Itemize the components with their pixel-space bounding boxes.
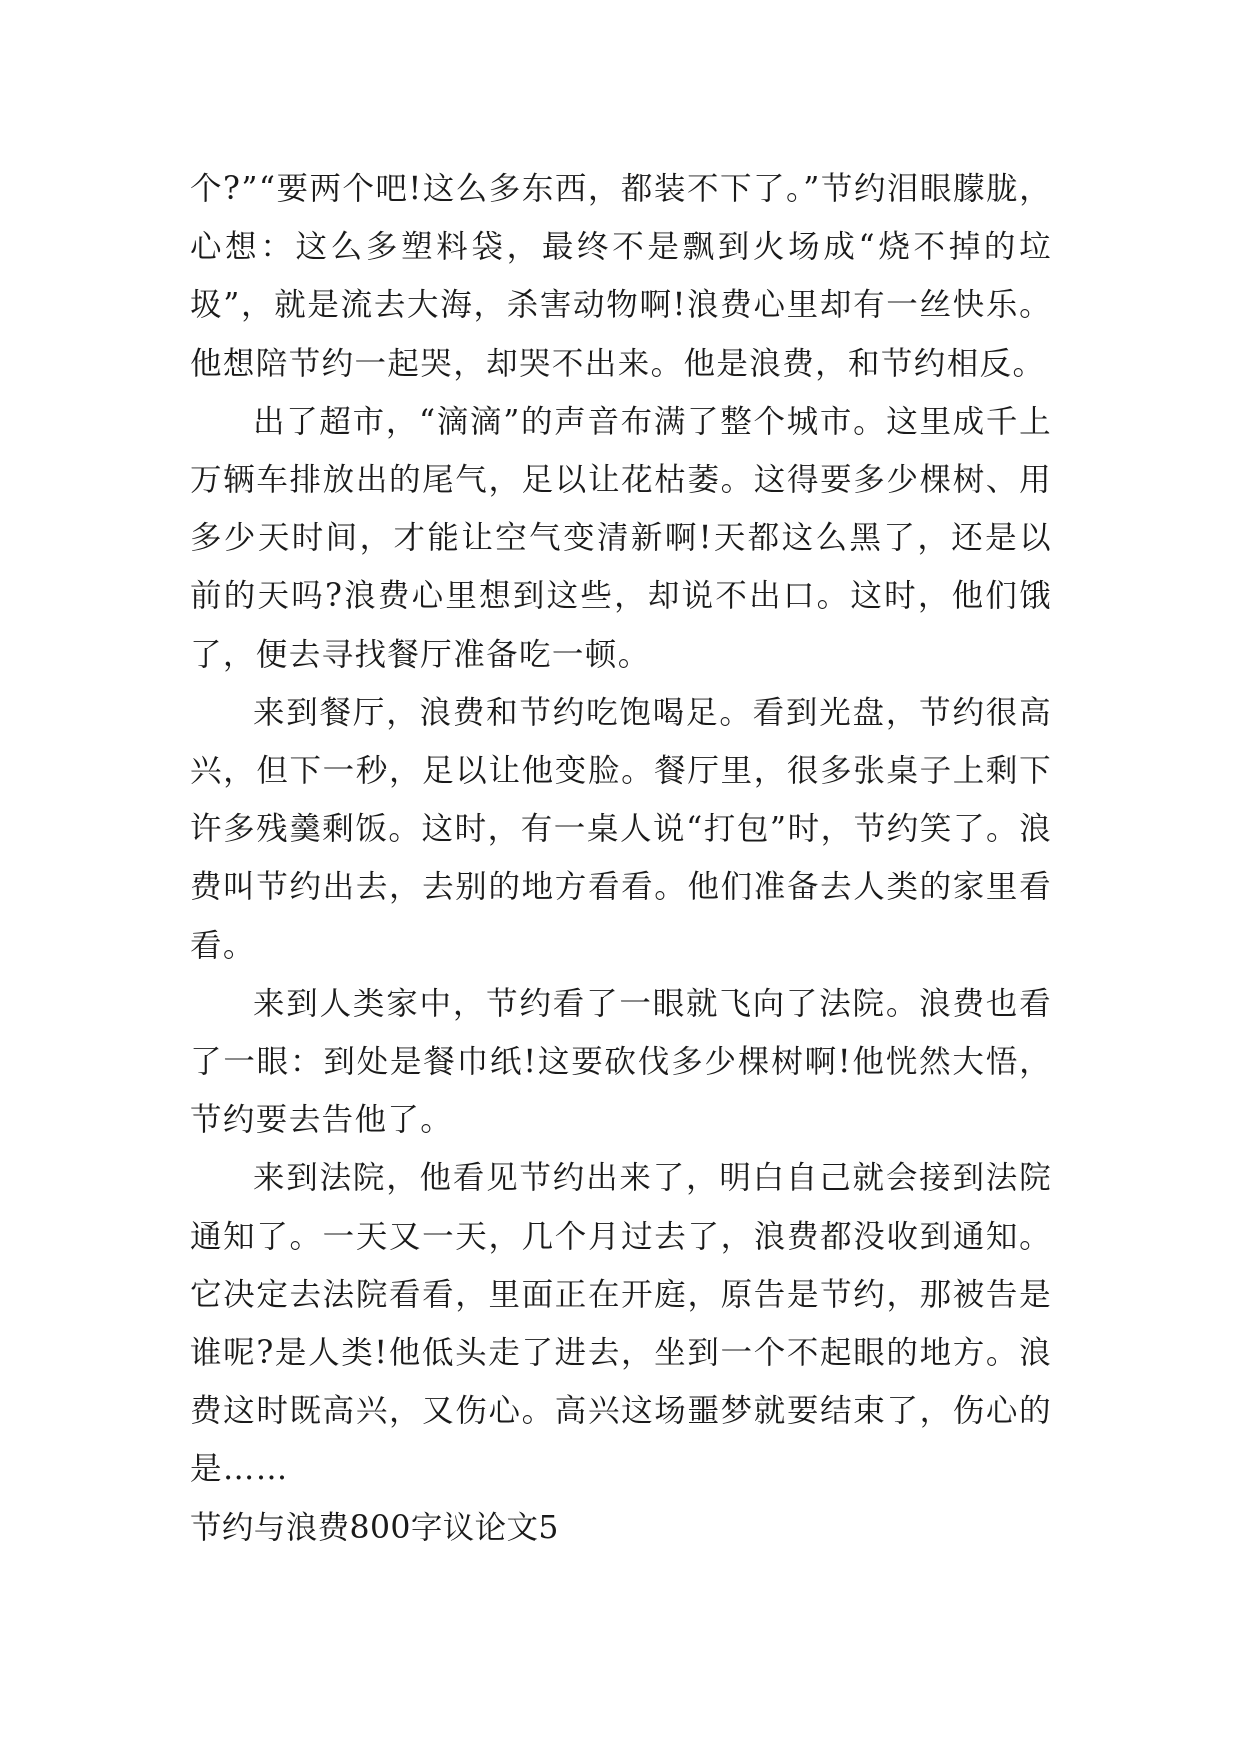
paragraph-supermarket-exit: 出了超市，“滴滴”的声音布满了整个城市。这里成千上万辆车排放出的尾气，足以让花枯萎。这得要多少棵树、用多少天时间，才能让空气变清新啊!天都这么黑了，还是以前的天吗?浪费心里想到这些，却说不出口。这时，他们饿了，便去寻找餐厅准备吃一顿。 xyxy=(190,403,1052,673)
paragraph-continuation: 个?”“要两个吧!这么多东西，都装不下了。”节约泪眼朦胧，心想：这么多塑料袋，最终不是飘到火场成“烧不掉的垃圾”，就是流去大海，杀害动物啊!浪费心里却有一丝快乐。他想陪节约一起哭，却哭不出来。他是浪费，和节约相反。 xyxy=(190,171,1052,382)
paragraph-restaurant: 来到餐厅，浪费和节约吃饱喝足。看到光盘，节约很高兴，但下一秒，足以让他变脸。餐厅里，很多张桌子上剩下许多残羹剩饭。这时，有一桌人说“打包”时，节约笑了。浪费叫节约出去，去别的地方看看。他们准备去人类的家里看看。 xyxy=(190,694,1052,964)
paragraph-court: 来到法院，他看见节约出来了，明白自己就会接到法院通知了。一天又一天，几个月过去了，浪费都没收到通知。它决定去法院看看，里面正在开庭，原告是节约，那被告是谁呢?是人类!他低头走了进去，坐到一个不起眼的地方。浪费这时既高兴，又伤心。高兴这场噩梦就要结束了，伤心的是…… xyxy=(190,1160,1052,1488)
section-heading: 节约与浪费800字议论文5 xyxy=(190,1509,559,1546)
document-body xyxy=(190,160,1052,1557)
paragraph-human-home: 来到人类家中，节约看了一眼就飞向了法院。浪费也看了一眼：到处是餐巾纸!这要砍伐多少棵树啊!他恍然大悟，节约要去告他了。 xyxy=(190,985,1052,1139)
